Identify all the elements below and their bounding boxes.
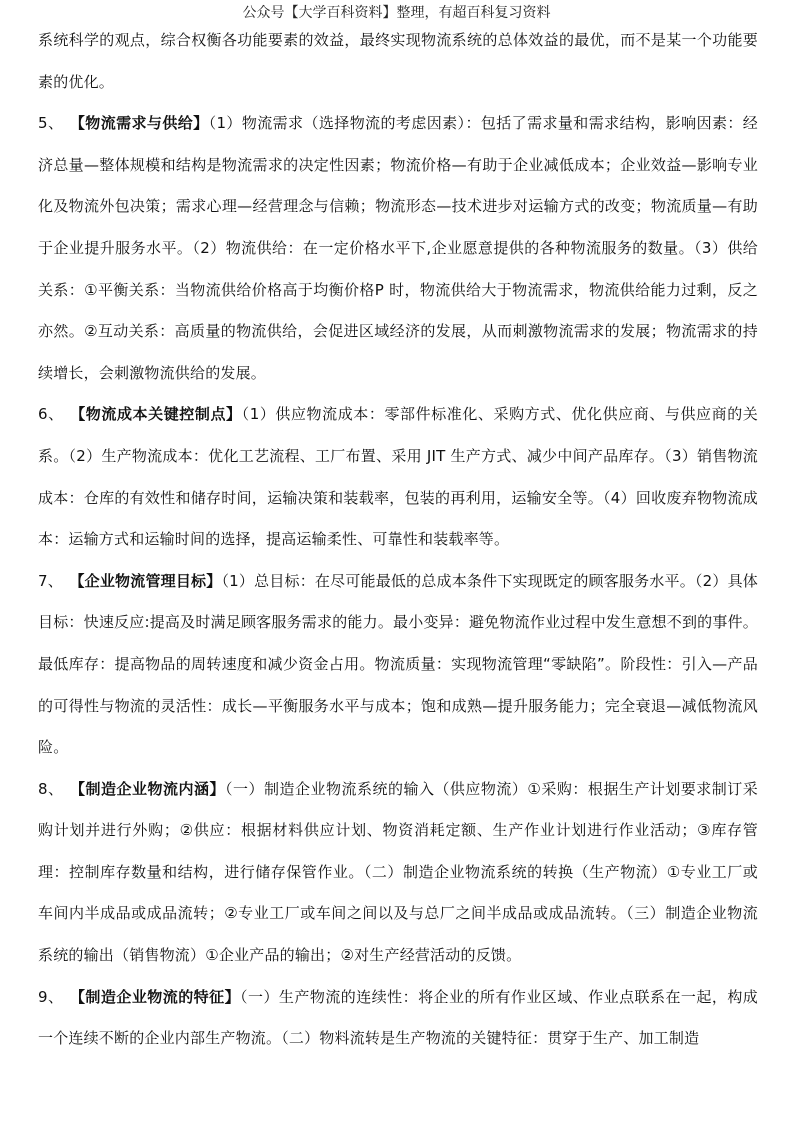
paragraph-number: 9、 [38,987,64,1006]
paragraph-text: 系统科学的观点，综合权衡各功能要素的效益，最终实现物流系统的总体效益的最优，而不是某一个功能要素的优化。 [38,31,758,91]
paragraph-title: 【物流成本关键控制点】 [77,405,242,424]
paragraph-8 [38,769,758,977]
paragraph-5 [38,103,758,394]
paragraph-6 [38,394,758,560]
paragraph-continuation [38,20,758,103]
paragraph-number: 8、 [38,779,64,798]
paragraph-title: 【企业物流管理目标】 [76,571,222,590]
paragraph-text: （一）生产物流的连续性：将企业的所有作业区域、作业点联系在一起，构成一个连续不断的企业内部生产物流。（二）物料流转是生产物流的关键特征：贯穿于生产、加工制造 [38,987,758,1048]
paragraph-text: （1）供应物流成本：零部件标准化、采购方式、优化供应商、与供应商的关系。（2）生产物流成本：优化工艺流程、工厂布置、采用 JIT 生产方式、减少中间产品库存。（3）销售物流成本：仓库的有效性和储存时间，运输决策和装载率，包装的再利用，运输安全等。（4）回收废弃物物流成本：运输方式和运输时间的选择，提高运输柔性、可靠性和装载率等。 [38,405,758,549]
paragraph-title: 【制造企业物流内涵】 [77,779,225,798]
paragraph-title: 【物流需求与供给】 [77,114,209,133]
paragraph-number: 5、 [38,114,64,133]
paragraph-number: 7、 [38,571,63,590]
paragraph-7 [38,561,758,769]
paragraph-title: 【制造企业物流的特征】 [77,987,241,1006]
paragraph-number: 6、 [38,405,64,424]
paragraph-9 [38,977,758,1060]
paragraph-text: （1）物流需求（选择物流的考虑因素）：包括了需求量和需求结构，影响因素：经济总量—整体规模和结构是物流需求的决定性因素；物流价格—有助于企业减低成本；企业效益—影响专业化及物流外包决策；需求心理—经营理念与信赖；物流形态—技术进步对运输方式的改变；物流质量—有助于企业提升服务水平。（2）物流供给：在一定价格水平下,企业愿意提供的各种物流服务的数量。（3）供给关系：①平衡关系：当物流供给价格高于均衡价格P 时，物流供给大于物流需求，物流供给能力过剩，反之亦然。②互动关系：高质量的物流供给，会促进区域经济的发展，从而刺激物流需求的发展；物流需求的持续增长，会刺激物流供给的发展。 [38,114,759,382]
paragraph-text: （1）总目标：在尽可能最低的总成本条件下实现既定的顾客服务水平。（2）具体目标：快速反应:提高及时满足顾客服务需求的能力。最小变异：避免物流作业过程中发生意想不到的事件。最低库存：提高物品的周转速度和减少资金占用。物流质量：实现物流管理“零缺陷”。阶段性：引入—产品的可得性与物流的灵活性：成长—平衡服务水平与成本；饱和成熟—提升服务能力；完全衰退—减低物流风险。 [38,571,758,757]
paragraph-text: （一）制造企业物流系统的输入（供应物流）①采购：根据生产计划要求制订采购计划并进行外购；②供应：根据材料供应计划、物资消耗定额、生产作业计划进行作业活动；③库存管理：控制库存数量和结构，进行储存保管作业。（二）制造企业物流系统的转换（生产物流）①专业工厂或车间内半成品或成品流转；②专业工厂或车间之间以及与总厂之间半成品或成品流转。（三）制造企业物流系统的输出（销售物流）①企业产品的输出；②对生产经营活动的反馈。 [38,779,758,965]
page-header: 公众号【大学百科资料】整理，有超百科复习资料 [242,5,551,21]
document-body [38,20,758,1060]
